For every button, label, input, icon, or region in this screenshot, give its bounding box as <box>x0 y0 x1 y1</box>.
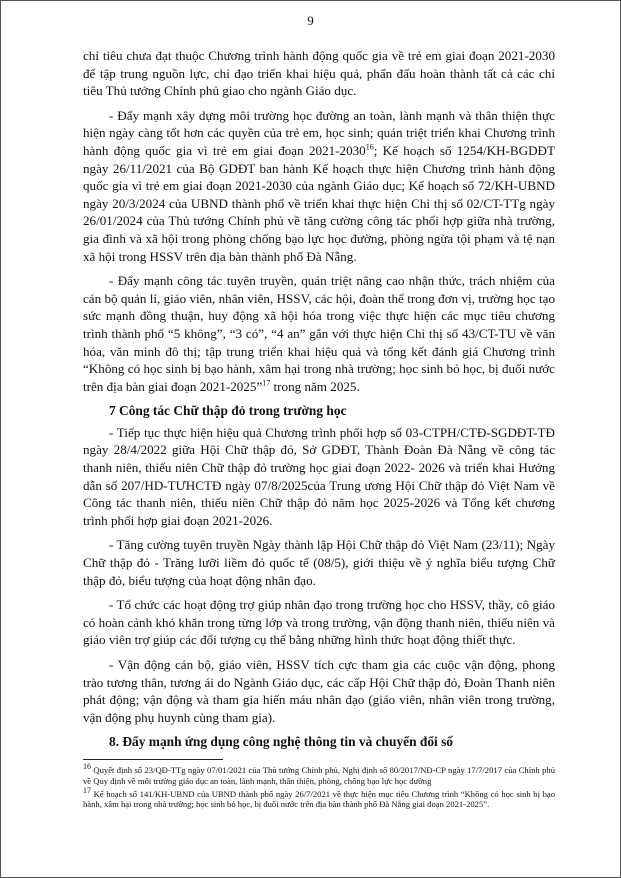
footnote-text: Quyết định số 23/QĐ-TTg ngày 07/01/2021 của Thủ tướng Chính phủ, Nghị định số 80/2017/NĐ-CP ngày 17/7/2017 của Chính phủ về Quy định về môi trường giáo dục an toàn, lành mạnh, thân thiện, phòng, chống bạo lực học đường <box>83 765 555 786</box>
section-heading-red-cross: 7 Công tác Chữ thập đỏ trong trường học <box>109 403 347 419</box>
page-number: 9 <box>307 13 314 28</box>
footnote-17 <box>83 785 555 811</box>
paragraph-safe-school-environment <box>83 107 555 265</box>
paragraph-humanitarian-support: - Tổ chức các hoạt động trợ giúp nhân đạo trong trường học cho HSSV, thầy, cô giáo có hoàn cảnh khó khăn trong từng lớp và trong trường, vận động thanh niên, thiếu niên và giáo viên trợ giúp các đối tượng cụ thể bằng những hình thức hoạt động thiết thực. <box>83 597 555 648</box>
footnote-text: Kế hoạch số 141/KH-UBND của UBND thành phố ngày 26/7/2021 về thực hiện mục tiêu Chương trình “Không có học sinh bị bạo hành, xâm hại trong nhà trường; học sinh bỏ học, bị đuối nước trên địa bàn thành phố Đà Nẵng giai đoạn 2021-2025”. <box>83 788 555 810</box>
paragraph-continuation: chỉ tiêu chưa đạt thuộc Chương trình hành động quốc gia về trẻ em giai đoạn 2021-2030 để tập trung nguồn lực, chỉ đạo triển khai hiệu quả, phấn đấu hoàn thành tất cả các chỉ tiêu Thủ tướng Chính phủ giao cho ngành Giáo dục. <box>83 48 555 99</box>
paragraph-red-cross-propaganda: - Tăng cường tuyên truyền Ngày thành lập Hội Chữ thập đỏ Việt Nam (23/11); Ngày Chữ thập đỏ - Trăng lưỡi liềm đỏ quốc tế (08/5), giới thiệu về ý nghĩa biểu tượng Chữ thập đỏ, biểu tượng của hoạt động nhân đạo. <box>83 537 555 588</box>
footnote-divider <box>83 759 223 760</box>
paragraph-propaganda <box>83 272 555 395</box>
footnote-ref-17: 17 <box>262 378 271 388</box>
footnote-ref-16: 16 <box>365 142 374 152</box>
paragraph-text: trong năm 2025. <box>270 378 360 394</box>
paragraph-text: - Đẩy mạnh công tác tuyên truyền, quán triệt nâng cao nhận thức, trách nhiệm của cán bộ quản lí, giáo viên, nhân viên, HSSV, các hội, đoàn thể trong đơn vị, trường học tạo sức mạnh đồng thuận, huy động xã hội hóa trong việc thực hiện các mục tiêu chương trình thành phố “5 không”, “3 có”, “4 an” gắn với thực hiện Chỉ thị số 43/CT-TU về văn hóa, văn minh đô thị; tập trung triển khai hiệu quả và tổng kết đánh giá Chương trình “Không có học sinh bị bạo hành, xâm hại trong nhà trường; học sinh bỏ học, bị đuối nước trên địa bàn giai đoạn 2021-2025” <box>83 273 555 394</box>
footnotes <box>83 762 555 812</box>
section-heading-digital-transformation: 8. Đẩy mạnh ứng dụng công nghệ thông tin và chuyển đổi số <box>109 734 454 750</box>
paragraph-text: ; Kế hoạch số 1254/KH-BGDĐT ngày 26/11/2021 của Bộ GDĐT ban hành Kế hoạch thực hiện Chương trình hành động quốc gia vì trẻ em giai đoạn 2021-2030 của ngành Giáo dục; Kế hoạch số 72/KH-UBND ngày 20/3/2024 của UBND thành phố về triển khai thực hiện Chỉ thị số 02/CT-TTg ngày 26/01/2024 của Thủ tướng Chính phủ về tăng cường công tác phối hợp giữa nhà trường, gia đình và xã hội trong phòng chống bạo lực học đường, phòng ngừa tội phạm và tệ nạn xã hội trong HSSV trên địa bàn thành phố Đà Nẵng. <box>83 142 555 264</box>
footnote-16 <box>83 762 555 787</box>
footnote-number: 17 <box>83 785 91 795</box>
paragraph-red-cross-program: - Tiếp tục thực hiện hiệu quả Chương trình phối hợp số 03-CTPH/CTĐ-SGDĐT-TĐ ngày 28/4/2022 giữa Hội Chữ thập đỏ, Sở GDĐT, Thành Đoàn Đà Nẵng về công tác thanh niên, thiếu niên Chữ thập đỏ trường học giai đoạn 2022- 2026 và triển khai Hướng dẫn số 207/HD-TƯHCTĐ ngày 07/8/2025của Trung ương Hội Chữ thập đỏ Việt Nam về Công tác thanh niên, thiếu niên Chữ thập đỏ năm học 2025-2026 và Tổng kết chương trình phối hợp giai đoạn 2021-2026. <box>83 424 555 528</box>
paragraph-text: - Đẩy mạnh xây dựng môi trường học đường an toàn, lành mạnh và thân thiện thực hiện ngày càng tốt hơn các quyền của trẻ em, học sinh; quán triệt triển khai Chương trình hành động quốc gia vì trẻ em giai đoạn 2021-2030 <box>83 107 555 158</box>
footnote-number: 16 <box>83 762 91 772</box>
paragraph-campaign-participation: - Vận động cán bộ, giáo viên, HSSV tích cực tham gia các cuộc vận động, phong trào tương thân, tương ái do Ngành Giáo dục, các cấp Hội Chữ thập đỏ, Đoàn Thanh niên phát động; vận động và tham gia hiến máu nhân đạo (giáo viên, nhân viên trong trường, vận động phụ huynh cùng tham gia). <box>83 657 555 725</box>
body-text <box>83 47 555 755</box>
